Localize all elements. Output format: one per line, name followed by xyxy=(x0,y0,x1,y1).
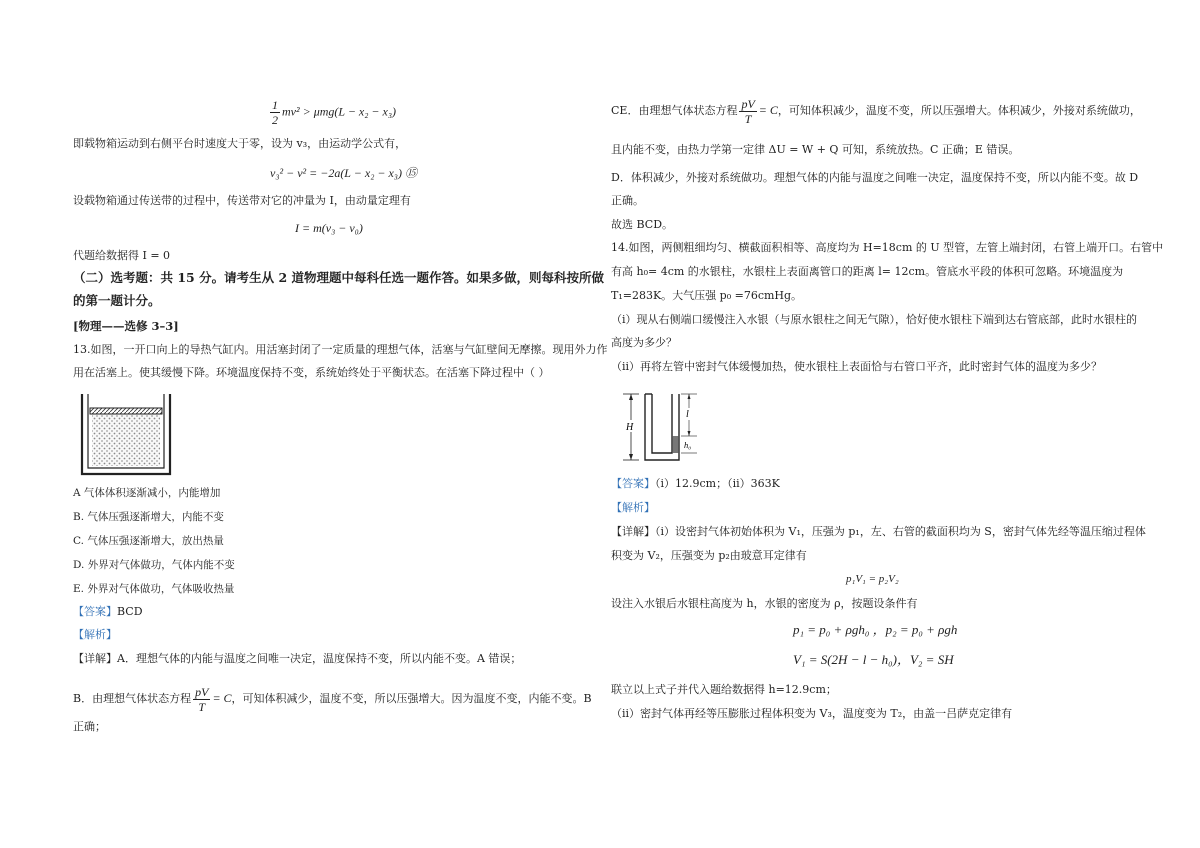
detail-i-cont: 积变为 V₂，压强变为 p₂由玻意耳定律有 xyxy=(611,549,807,562)
detail-d-cont: 正确。 xyxy=(611,194,644,207)
equation-impulse: I = m(v₃ − v₀) xyxy=(295,221,363,235)
option-d: D. 外界对气体做功，气体内能不变 xyxy=(73,559,235,571)
question-14-text-cont2: T₁=283K。大气压强 p₀ =76cmHg。 xyxy=(611,289,803,302)
section-heading-cont: 的第一题计分。 xyxy=(73,293,161,308)
detail-a: 【详解】A．理想气体的内能与温度之间唯一决定，温度保持不变，所以内能不变。A 错误； xyxy=(73,652,522,665)
detail-ce: CE．由理想气体状态方程 $\frac{pV}{T}$ = C，可知体积减少，温度不变，所以压强增大。体积减少，外接对系统做功， xyxy=(611,96,1141,126)
text-line: 联立以上式子并代入题给数据得 h=12.9cm； xyxy=(611,683,837,696)
choose-line: 故选 BCD。 xyxy=(611,218,674,231)
option-b: B. 气体压强逐渐增大，内能不变 xyxy=(73,511,224,523)
section-heading: （二）选考题：共 15 分。请考生从 2 道物理题中每科任选一题作答。如果多做，则每科按所做 xyxy=(73,270,605,285)
answer-label: 【答案】 xyxy=(611,477,655,490)
option-c: C. 气体压强逐渐增大，放出热量 xyxy=(73,535,224,547)
mercury-column xyxy=(673,436,679,453)
equation-pressure: p₁ = p₀ + ρgh₀ ，p₂ = p₀ + ρgh xyxy=(793,622,958,637)
text-line: 设载物箱通过传送带的过程中，传送带对它的冲量为 I，由动量定理有 xyxy=(73,194,411,207)
u-tube-figure xyxy=(619,390,719,466)
question-14-part-ii: （ii）再将左管中密封气体缓慢加热，使水银柱上表面恰与右管口平齐，此时密封气体的温度为多少？ xyxy=(611,360,1103,373)
equation-kinetic: $\frac{1}{2}$ mv² > μmg(L − x₂ − x₃) xyxy=(272,98,397,127)
fraction-half: $\frac{1}{2}$ xyxy=(272,98,278,127)
elective-title: [物理——选修 3–3] xyxy=(73,319,179,333)
text-line: （ii）密封气体再经等压膨胀过程体积变为 V₃，温度变为 T₂，由盖一吕萨克定律有 xyxy=(611,707,1013,720)
fraction-pv-t: $\frac{pV}{T}$ xyxy=(741,96,755,126)
option-e: E. 外界对气体做功，气体吸收热量 xyxy=(73,583,235,595)
label-l: l xyxy=(686,409,689,420)
equation-volume: V₁ = S(2H − l − h₀)，V₂ = SH xyxy=(793,652,954,667)
label-H: H xyxy=(626,422,634,433)
question-13-text: 13.如图，一开口向上的导热气缸内。用活塞封闭了一定质量的理想气体，活塞与气缸壁间无摩擦。现用外力作 xyxy=(73,343,608,356)
answer-label: 【答案】 xyxy=(73,605,117,618)
detail-b-end: 正确； xyxy=(73,720,106,733)
label-h0: h₀ xyxy=(684,440,692,450)
detail-d: D．体积减少，外接对系统做功。理想气体的内能与温度之间唯一决定，温度保持不变，所以内能不变。故 D xyxy=(611,171,1139,184)
answer-value: （i）12.9cm；（ii）363K xyxy=(655,477,780,490)
equation-kinematics: v₃² − v² = −2a(L − x₂ − x₃) ⑮ xyxy=(270,166,417,180)
question-13-text-cont: 用在活塞上。使其缓慢下降。环境温度保持不变，系统始终处于平衡状态。在活塞下降过程中（ ） xyxy=(73,366,550,379)
question-14-part-i: （i）现从右侧端口缓慢注入水银（与原水银柱之间无气隙），恰好使水银柱下端到达右管底部，此时水银柱的 xyxy=(611,313,1138,326)
detail-b: B．由理想气体状态方程 $\frac{pV}{T}$ = C，可知体积减少，温度不变，所以压强增大。因为温度不变，内能不变。B xyxy=(73,684,592,714)
question-14-part-i-cont: 高度为多少？ xyxy=(611,336,677,349)
equation-boyle: p₁V₁ = p₂V₂ xyxy=(846,573,899,585)
analysis-label: 【解析】 xyxy=(73,628,117,641)
text-line: 设注入水银后水银柱高度为 h，水银的密度为 ρ，按题设条件有 xyxy=(611,597,918,610)
question-14-text: 14.如图，两侧粗细均匀、横截面积相等、高度均为 H=18cm 的 U 型管，左管上端封闭，右管上端开口。右管中 xyxy=(611,241,1164,254)
fraction-pv-t: $\frac{pV}{T}$ xyxy=(195,684,209,714)
detail-ce-cont: 且内能不变，由热力学第一定律 ΔU = W + Q 可知，系统放热。C 正确；E 错误。 xyxy=(611,143,1020,156)
answer-line xyxy=(73,604,143,620)
text-line: 代题给数据得 I = 0 xyxy=(73,249,171,262)
answer-value: BCD xyxy=(117,605,143,618)
answer-line xyxy=(611,476,780,492)
analysis-label: 【解析】 xyxy=(611,501,655,514)
text-line: 即载物箱运动到右侧平台时速度大于零，设为 v₃，由运动学公式有， xyxy=(73,137,407,150)
question-14-text-cont: 有高 h₀= 4cm 的水银柱，水银柱上表面离管口的距离 l= 12cm。管底水平段的体积可忽略。环境温度为 xyxy=(611,265,1124,278)
option-a: A 气体体积逐渐减小，内能增加 xyxy=(73,487,221,499)
detail-i: 【详解】（i）设密封气体初始体积为 V₁，压强为 p₁，左、右管的截面积均为 S，密封气体先经等温压缩过程体 xyxy=(611,525,1146,538)
cylinder-piston-figure xyxy=(78,392,174,476)
